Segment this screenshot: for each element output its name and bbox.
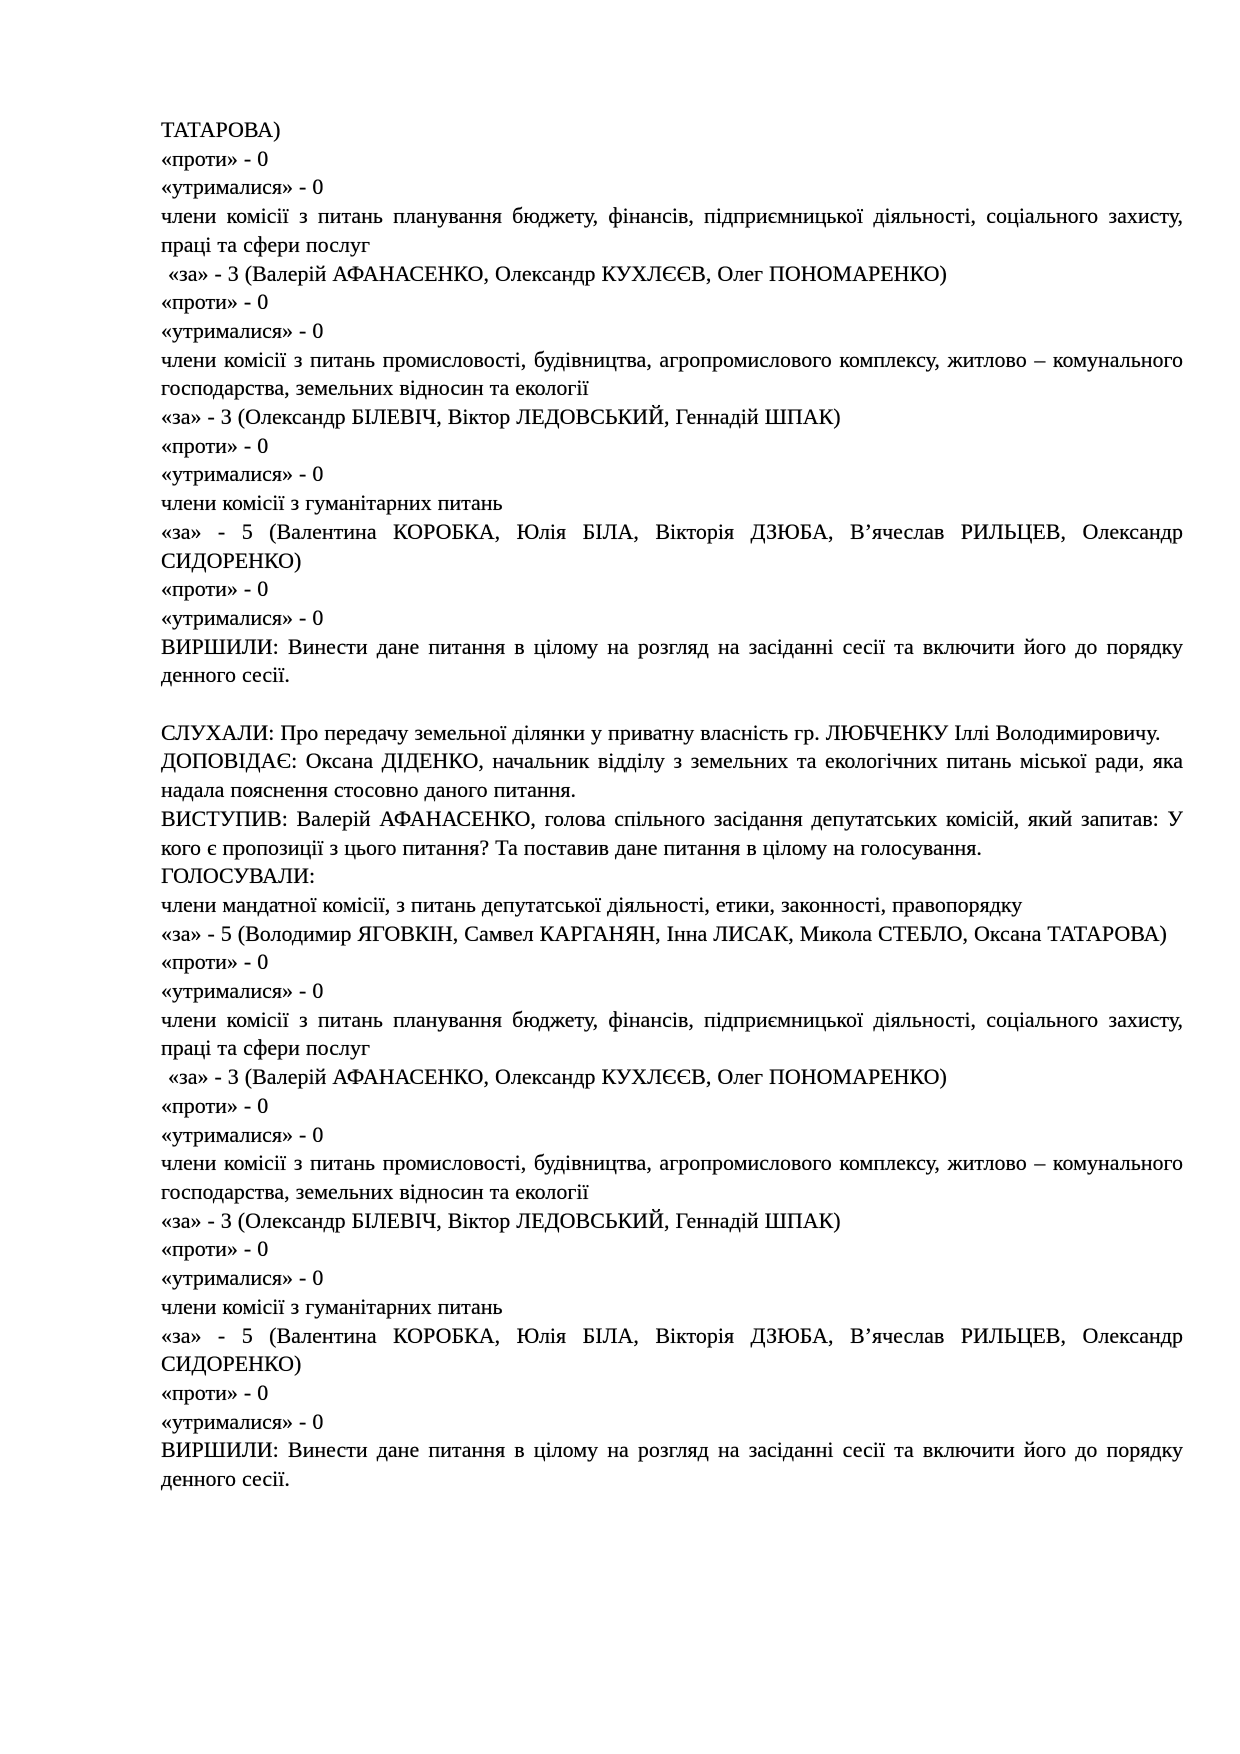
paragraph: «утрималися» - 0 [161, 317, 324, 343]
paragraph: члени комісії з питань промисловості, будівництва, агропромислового комплексу, житлово – комунального господарства, земельних відносин та екології [161, 346, 1183, 401]
paragraph: ВИРШИЛИ: Винести дане питання в цілому на розгляд на засіданні сесії та включити його до порядку денного сесії. [161, 633, 1183, 688]
paragraph: «проти» - 0 [161, 1236, 269, 1262]
paragraph: «утрималися» - 0 [161, 1408, 324, 1434]
paragraph: «утрималися» - 0 [161, 461, 324, 487]
paragraph: «за» - 5 (Валентина КОРОБКА, Юлія БІЛА, Вікторія ДЗЮБА, В’ячеслав РИЛЬЦЕВ, Олександр СИДОРЕНКО) [161, 518, 1183, 573]
paragraph: ВИРШИЛИ: Винести дане питання в цілому на розгляд на засіданні сесії та включити його до порядку денного сесії. [161, 1437, 1183, 1492]
paragraph: «за» - 3 (Олександр БІЛЕВІЧ, Віктор ЛЕДОВСЬКИЙ, Геннадій ШПАК) [161, 404, 841, 430]
paragraph: «проти» - 0 [161, 145, 269, 171]
paragraph: «проти» - 0 [161, 289, 269, 315]
paragraph: ГОЛОСУВАЛИ: [161, 863, 316, 889]
paragraph: члени комісії з питань планування бюджету, фінансів, підприємницької діяльності, соціального захисту, праці та сфери послуг [161, 1006, 1183, 1061]
paragraph: «утрималися» - 0 [161, 604, 324, 630]
paragraph: члени комісії з гуманітарних питань [161, 490, 503, 516]
paragraph: СЛУХАЛИ: Про передачу земельної ділянки у приватну власність гр. ЛЮБЧЕНКУ Іллі Володимировичу. [161, 719, 1161, 745]
paragraph: «утрималися» - 0 [161, 978, 324, 1004]
paragraph: «утрималися» - 0 [161, 1121, 324, 1147]
paragraph: «проти» - 0 [161, 1379, 269, 1405]
paragraph: члени комісії з питань промисловості, будівництва, агропромислового комплексу, житлово – комунального господарства, земельних відносин та екології [161, 1150, 1183, 1204]
paragraph: «за» - 3 (Валерій АФАНАСЕНКО, Олександр КУХЛЄЄВ, Олег ПОНОМАРЕНКО) [168, 260, 947, 286]
paragraph: члени комісії з питань планування бюджету, фінансів, підприємницької діяльності, соціального захисту, праці та сфери послуг [161, 203, 1183, 257]
paragraph: «проти» - 0 [161, 1092, 269, 1118]
paragraph: «утрималися» - 0 [161, 1265, 324, 1291]
paragraph: ДОПОВІДАЄ: Оксана ДІДЕНКО, начальник відділу з земельних та екологічних питань міської ради, яка надала пояснення стосовно даного питання. [161, 748, 1183, 803]
paragraph: члени комісії з гуманітарних питань [161, 1293, 503, 1319]
paragraph: «проти» - 0 [161, 432, 269, 458]
paragraph: «за» - 3 (Валерій АФАНАСЕНКО, Олександр КУХЛЄЄВ, Олег ПОНОМАРЕНКО) [168, 1064, 947, 1090]
paragraph: члени мандатної комісії, з питань депутатської діяльності, етики, законності, правопорядку [161, 891, 1023, 917]
paragraph: ВИСТУПИВ: Валерій АФАНАСЕНКО, голова спільного засідання депутатських комісій, який запитав: У кого є пропозиції з цього питання? Та поставив дане питання в цілому на голосування. [161, 805, 1183, 860]
paragraph: «проти» - 0 [161, 576, 269, 602]
paragraph: «за» - 3 (Олександр БІЛЕВІЧ, Віктор ЛЕДОВСЬКИЙ, Геннадій ШПАК) [161, 1207, 841, 1233]
paragraph: ТАТАРОВА) [161, 117, 281, 142]
paragraph: «за» - 5 (Володимир ЯГОВКІН, Самвел КАРГАНЯН, Інна ЛИСАК, Микола СТЕБЛО, Оксана ТАТАРОВА) [161, 920, 1167, 946]
paragraph: «утрималися» - 0 [161, 174, 324, 200]
blank-line [161, 690, 1183, 719]
paragraph: «за» - 5 (Валентина КОРОБКА, Юлія БІЛА, Вікторія ДЗЮБА, В’ячеслав РИЛЬЦЕВ, Олександр СИДОРЕНКО) [161, 1322, 1183, 1377]
document-text [161, 116, 1183, 1494]
paragraph: «проти» - 0 [161, 949, 269, 975]
